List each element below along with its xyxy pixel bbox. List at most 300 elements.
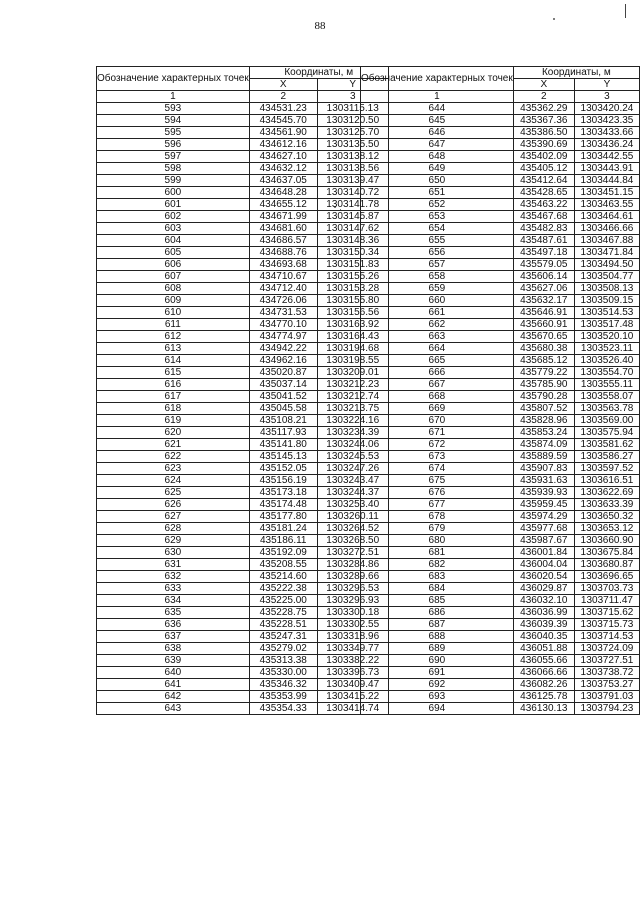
point-number: 626	[97, 499, 250, 511]
y-coordinate: 1303415.22	[317, 691, 388, 703]
table-row	[97, 511, 389, 523]
table-row	[97, 607, 389, 619]
table-row	[361, 631, 640, 643]
table-row	[361, 439, 640, 451]
x-coordinate: 436032.10	[513, 595, 574, 607]
table-row	[361, 115, 640, 127]
table-row	[97, 631, 389, 643]
table-row	[97, 103, 389, 115]
point-number: 608	[97, 283, 250, 295]
table-row	[361, 463, 640, 475]
table-row	[361, 103, 640, 115]
x-coordinate: 436051.88	[513, 643, 574, 655]
point-number: 668	[361, 391, 514, 403]
point-number: 628	[97, 523, 250, 535]
x-coordinate: 434726.06	[249, 295, 317, 307]
point-number: 623	[97, 463, 250, 475]
x-coordinate: 435907.83	[513, 463, 574, 475]
y-coordinate: 1303155.80	[317, 295, 388, 307]
table-row	[97, 439, 389, 451]
table-row	[97, 211, 389, 223]
y-coordinate: 1303714.53	[574, 631, 639, 643]
table-row	[97, 667, 389, 679]
header-coords-group: Координаты, м	[513, 67, 639, 79]
y-coordinate: 1303268.50	[317, 535, 388, 547]
y-coordinate: 1303523.11	[574, 343, 639, 355]
y-coordinate: 1303514.53	[574, 307, 639, 319]
x-coordinate: 436082.26	[513, 679, 574, 691]
y-coordinate: 1303753.27	[574, 679, 639, 691]
y-coordinate: 1303420.24	[574, 103, 639, 115]
x-coordinate: 434648.28	[249, 187, 317, 199]
y-coordinate: 1303520.10	[574, 331, 639, 343]
table-row	[97, 691, 389, 703]
x-coordinate: 435174.48	[249, 499, 317, 511]
table-row	[97, 151, 389, 163]
point-number: 609	[97, 295, 250, 307]
x-coordinate: 435367.36	[513, 115, 574, 127]
table-row	[361, 415, 640, 427]
scan-speck	[553, 18, 555, 20]
y-coordinate: 1303138.56	[317, 163, 388, 175]
point-number: 648	[361, 151, 514, 163]
table-row	[361, 235, 640, 247]
x-coordinate: 435959.45	[513, 499, 574, 511]
point-number: 607	[97, 271, 250, 283]
table-row	[361, 523, 640, 535]
table-row	[361, 667, 640, 679]
y-coordinate: 1303586.27	[574, 451, 639, 463]
table-row	[97, 259, 389, 271]
table-row	[97, 643, 389, 655]
point-number: 645	[361, 115, 514, 127]
x-coordinate: 435974.29	[513, 511, 574, 523]
header-num-1: 1	[97, 91, 250, 103]
x-coordinate: 434962.16	[249, 355, 317, 367]
point-number: 620	[97, 427, 250, 439]
y-coordinate: 1303517.48	[574, 319, 639, 331]
table-body	[97, 103, 389, 715]
x-coordinate: 435977.68	[513, 523, 574, 535]
x-coordinate: 436066.66	[513, 667, 574, 679]
y-coordinate: 1303125.70	[317, 127, 388, 139]
header-x: X	[513, 79, 574, 91]
x-coordinate: 435279.02	[249, 643, 317, 655]
point-number: 629	[97, 535, 250, 547]
point-number: 634	[97, 595, 250, 607]
point-number: 660	[361, 295, 514, 307]
point-number: 653	[361, 211, 514, 223]
x-coordinate: 435225.00	[249, 595, 317, 607]
x-coordinate: 435627.06	[513, 283, 574, 295]
table-row	[361, 223, 640, 235]
y-coordinate: 1303794.23	[574, 703, 639, 715]
table-row	[361, 187, 640, 199]
x-coordinate: 435482.83	[513, 223, 574, 235]
header-point-label: Обозначение характерных точек	[361, 67, 514, 91]
x-coordinate: 435685.12	[513, 355, 574, 367]
y-coordinate: 1303494.50	[574, 259, 639, 271]
point-number: 685	[361, 595, 514, 607]
point-number: 640	[97, 667, 250, 679]
y-coordinate: 1303414.74	[317, 703, 388, 715]
y-coordinate: 1303660.90	[574, 535, 639, 547]
x-coordinate: 435467.68	[513, 211, 574, 223]
point-number: 686	[361, 607, 514, 619]
point-number: 662	[361, 319, 514, 331]
y-coordinate: 1303727.51	[574, 655, 639, 667]
point-number: 673	[361, 451, 514, 463]
y-coordinate: 1303138.12	[317, 151, 388, 163]
y-coordinate: 1303581.62	[574, 439, 639, 451]
y-coordinate: 1303151.83	[317, 259, 388, 271]
x-coordinate: 434561.90	[249, 127, 317, 139]
y-coordinate: 1303466.66	[574, 223, 639, 235]
point-number: 693	[361, 691, 514, 703]
y-coordinate: 1303382.22	[317, 655, 388, 667]
y-coordinate: 1303212.23	[317, 379, 388, 391]
x-coordinate: 435670.65	[513, 331, 574, 343]
x-coordinate: 435807.52	[513, 403, 574, 415]
table-row	[97, 427, 389, 439]
x-coordinate: 435939.93	[513, 487, 574, 499]
table-row	[361, 343, 640, 355]
x-coordinate: 434686.57	[249, 235, 317, 247]
y-coordinate: 1303155.26	[317, 271, 388, 283]
y-coordinate: 1303555.11	[574, 379, 639, 391]
table-row	[361, 655, 640, 667]
y-coordinate: 1303284.86	[317, 559, 388, 571]
x-coordinate: 436004.04	[513, 559, 574, 571]
y-coordinate: 1303423.35	[574, 115, 639, 127]
y-coordinate: 1303633.39	[574, 499, 639, 511]
x-coordinate: 435192.09	[249, 547, 317, 559]
point-number: 665	[361, 355, 514, 367]
x-coordinate: 434637.05	[249, 175, 317, 187]
table-row	[97, 619, 389, 631]
y-coordinate: 1303680.87	[574, 559, 639, 571]
y-coordinate: 1303597.52	[574, 463, 639, 475]
point-number: 618	[97, 403, 250, 415]
y-coordinate: 1303120.50	[317, 115, 388, 127]
point-number: 657	[361, 259, 514, 271]
y-coordinate: 1303164.43	[317, 331, 388, 343]
y-coordinate: 1303433.66	[574, 127, 639, 139]
y-coordinate: 1303245.53	[317, 451, 388, 463]
point-number: 632	[97, 571, 250, 583]
point-number: 642	[97, 691, 250, 703]
y-coordinate: 1303139.47	[317, 175, 388, 187]
point-number: 643	[97, 703, 250, 715]
y-coordinate: 1303253.40	[317, 499, 388, 511]
table-row	[361, 271, 640, 283]
point-number: 661	[361, 307, 514, 319]
y-coordinate: 1303212.74	[317, 391, 388, 403]
point-number: 633	[97, 583, 250, 595]
y-coordinate: 1303141.78	[317, 199, 388, 211]
point-number: 630	[97, 547, 250, 559]
header-num-3: 3	[574, 91, 639, 103]
point-number: 619	[97, 415, 250, 427]
y-coordinate: 1303451.15	[574, 187, 639, 199]
y-coordinate: 1303194.68	[317, 343, 388, 355]
point-number: 690	[361, 655, 514, 667]
x-coordinate: 434632.12	[249, 163, 317, 175]
y-coordinate: 1303289.66	[317, 571, 388, 583]
table-row	[361, 175, 640, 187]
point-number: 649	[361, 163, 514, 175]
y-coordinate: 1303616.51	[574, 475, 639, 487]
point-number: 638	[97, 643, 250, 655]
y-coordinate: 1303296.93	[317, 595, 388, 607]
point-number: 641	[97, 679, 250, 691]
x-coordinate: 435156.19	[249, 475, 317, 487]
point-number: 664	[361, 343, 514, 355]
table-row	[361, 547, 640, 559]
x-coordinate: 435141.80	[249, 439, 317, 451]
x-coordinate: 434731.53	[249, 307, 317, 319]
point-number: 594	[97, 115, 250, 127]
point-number: 635	[97, 607, 250, 619]
x-coordinate: 434681.60	[249, 223, 317, 235]
x-coordinate: 435186.11	[249, 535, 317, 547]
table-row	[97, 295, 389, 307]
y-coordinate: 1303509.15	[574, 295, 639, 307]
x-coordinate: 435779.22	[513, 367, 574, 379]
y-coordinate: 1303444.84	[574, 175, 639, 187]
point-number: 674	[361, 463, 514, 475]
x-coordinate: 435646.91	[513, 307, 574, 319]
y-coordinate: 1303148.36	[317, 235, 388, 247]
x-coordinate: 434688.76	[249, 247, 317, 259]
table-row	[361, 487, 640, 499]
table-row	[361, 475, 640, 487]
table-row	[361, 211, 640, 223]
x-coordinate: 435487.61	[513, 235, 574, 247]
x-coordinate: 435987.67	[513, 535, 574, 547]
y-coordinate: 1303135.50	[317, 139, 388, 151]
point-number: 646	[361, 127, 514, 139]
header-num-2: 2	[249, 91, 317, 103]
table-row	[97, 367, 389, 379]
x-coordinate: 435931.63	[513, 475, 574, 487]
y-coordinate: 1303247.26	[317, 463, 388, 475]
y-coordinate: 1303300.18	[317, 607, 388, 619]
point-number: 616	[97, 379, 250, 391]
y-coordinate: 1303464.61	[574, 211, 639, 223]
y-coordinate: 1303675.84	[574, 547, 639, 559]
table-row	[361, 619, 640, 631]
x-coordinate: 435247.31	[249, 631, 317, 643]
point-number: 676	[361, 487, 514, 499]
y-coordinate: 1303396.73	[317, 667, 388, 679]
point-number: 678	[361, 511, 514, 523]
table-row	[97, 595, 389, 607]
point-number: 604	[97, 235, 250, 247]
x-coordinate: 435828.96	[513, 415, 574, 427]
y-coordinate: 1303264.52	[317, 523, 388, 535]
y-coordinate: 1303244.37	[317, 487, 388, 499]
table-body	[361, 103, 640, 715]
table-row	[361, 643, 640, 655]
x-coordinate: 435145.13	[249, 451, 317, 463]
point-number: 654	[361, 223, 514, 235]
x-coordinate: 434712.40	[249, 283, 317, 295]
table-row	[97, 235, 389, 247]
x-coordinate: 435874.09	[513, 439, 574, 451]
point-number: 596	[97, 139, 250, 151]
x-coordinate: 435790.28	[513, 391, 574, 403]
table-row	[97, 187, 389, 199]
x-coordinate: 435313.38	[249, 655, 317, 667]
point-number: 622	[97, 451, 250, 463]
point-number: 605	[97, 247, 250, 259]
table-row	[97, 475, 389, 487]
x-coordinate: 435402.09	[513, 151, 574, 163]
x-coordinate: 435228.75	[249, 607, 317, 619]
x-coordinate: 434942.22	[249, 343, 317, 355]
x-coordinate: 434671.99	[249, 211, 317, 223]
point-number: 603	[97, 223, 250, 235]
point-number: 600	[97, 187, 250, 199]
x-coordinate: 434545.70	[249, 115, 317, 127]
x-coordinate: 436039.39	[513, 619, 574, 631]
point-number: 599	[97, 175, 250, 187]
x-coordinate: 435037.14	[249, 379, 317, 391]
header-num-1: 1	[361, 91, 514, 103]
table-row	[97, 343, 389, 355]
point-number: 692	[361, 679, 514, 691]
point-number: 601	[97, 199, 250, 211]
table-row	[361, 403, 640, 415]
point-number: 644	[361, 103, 514, 115]
y-coordinate: 1303715.73	[574, 619, 639, 631]
table-row	[361, 259, 640, 271]
table-row	[97, 283, 389, 295]
header-coords-group: Координаты, м	[249, 67, 388, 79]
table-row	[97, 271, 389, 283]
table-row	[97, 655, 389, 667]
y-coordinate: 1303711.47	[574, 595, 639, 607]
header-num-3: 3	[317, 91, 388, 103]
table-row	[97, 223, 389, 235]
point-number: 598	[97, 163, 250, 175]
point-number: 681	[361, 547, 514, 559]
x-coordinate: 434774.97	[249, 331, 317, 343]
y-coordinate: 1303467.88	[574, 235, 639, 247]
point-number: 670	[361, 415, 514, 427]
table-row	[97, 175, 389, 187]
point-number: 687	[361, 619, 514, 631]
x-coordinate: 435386.50	[513, 127, 574, 139]
x-coordinate: 434612.16	[249, 139, 317, 151]
x-coordinate: 434770.10	[249, 319, 317, 331]
point-number: 671	[361, 427, 514, 439]
y-coordinate: 1303209.01	[317, 367, 388, 379]
x-coordinate: 435177.80	[249, 511, 317, 523]
point-number: 663	[361, 331, 514, 343]
point-number: 625	[97, 487, 250, 499]
point-number: 652	[361, 199, 514, 211]
table-row	[97, 199, 389, 211]
header-x: X	[249, 79, 317, 91]
header-num-2: 2	[513, 91, 574, 103]
point-number: 679	[361, 523, 514, 535]
point-number: 682	[361, 559, 514, 571]
x-coordinate: 435045.58	[249, 403, 317, 415]
table-row	[361, 571, 640, 583]
y-coordinate: 1303163.92	[317, 319, 388, 331]
table-row	[97, 307, 389, 319]
x-coordinate: 436125.78	[513, 691, 574, 703]
table-row	[361, 391, 640, 403]
table-row	[97, 559, 389, 571]
point-number: 684	[361, 583, 514, 595]
y-coordinate: 1303409.47	[317, 679, 388, 691]
point-number: 651	[361, 187, 514, 199]
table-row	[361, 295, 640, 307]
point-number: 689	[361, 643, 514, 655]
y-coordinate: 1303650.32	[574, 511, 639, 523]
x-coordinate: 435228.51	[249, 619, 317, 631]
table-row	[97, 403, 389, 415]
y-coordinate: 1303198.55	[317, 355, 388, 367]
point-number: 611	[97, 319, 250, 331]
point-number: 636	[97, 619, 250, 631]
x-coordinate: 435173.18	[249, 487, 317, 499]
y-coordinate: 1303272.51	[317, 547, 388, 559]
point-number: 683	[361, 571, 514, 583]
table-row	[361, 247, 640, 259]
x-coordinate: 434627.10	[249, 151, 317, 163]
y-coordinate: 1303147.62	[317, 223, 388, 235]
x-coordinate: 435181.24	[249, 523, 317, 535]
y-coordinate: 1303349.77	[317, 643, 388, 655]
x-coordinate: 436001.84	[513, 547, 574, 559]
x-coordinate: 434710.67	[249, 271, 317, 283]
table-row	[97, 547, 389, 559]
table-row	[361, 679, 640, 691]
point-number: 647	[361, 139, 514, 151]
y-coordinate: 1303442.55	[574, 151, 639, 163]
x-coordinate: 435463.22	[513, 199, 574, 211]
x-coordinate: 436036.99	[513, 607, 574, 619]
x-coordinate: 435660.91	[513, 319, 574, 331]
y-coordinate: 1303443.91	[574, 163, 639, 175]
point-number: 595	[97, 127, 250, 139]
point-number: 615	[97, 367, 250, 379]
table-row	[97, 463, 389, 475]
point-number: 639	[97, 655, 250, 667]
table-row	[361, 355, 640, 367]
point-number: 688	[361, 631, 514, 643]
y-coordinate: 1303554.70	[574, 367, 639, 379]
table-row	[361, 691, 640, 703]
point-number: 675	[361, 475, 514, 487]
point-number: 637	[97, 631, 250, 643]
x-coordinate: 435117.93	[249, 427, 317, 439]
point-number: 602	[97, 211, 250, 223]
table-row	[97, 355, 389, 367]
y-coordinate: 1303244.06	[317, 439, 388, 451]
point-number: 659	[361, 283, 514, 295]
table-row	[97, 415, 389, 427]
table-row	[97, 163, 389, 175]
point-number: 655	[361, 235, 514, 247]
point-number: 593	[97, 103, 250, 115]
table-row	[361, 583, 640, 595]
y-coordinate: 1303145.87	[317, 211, 388, 223]
